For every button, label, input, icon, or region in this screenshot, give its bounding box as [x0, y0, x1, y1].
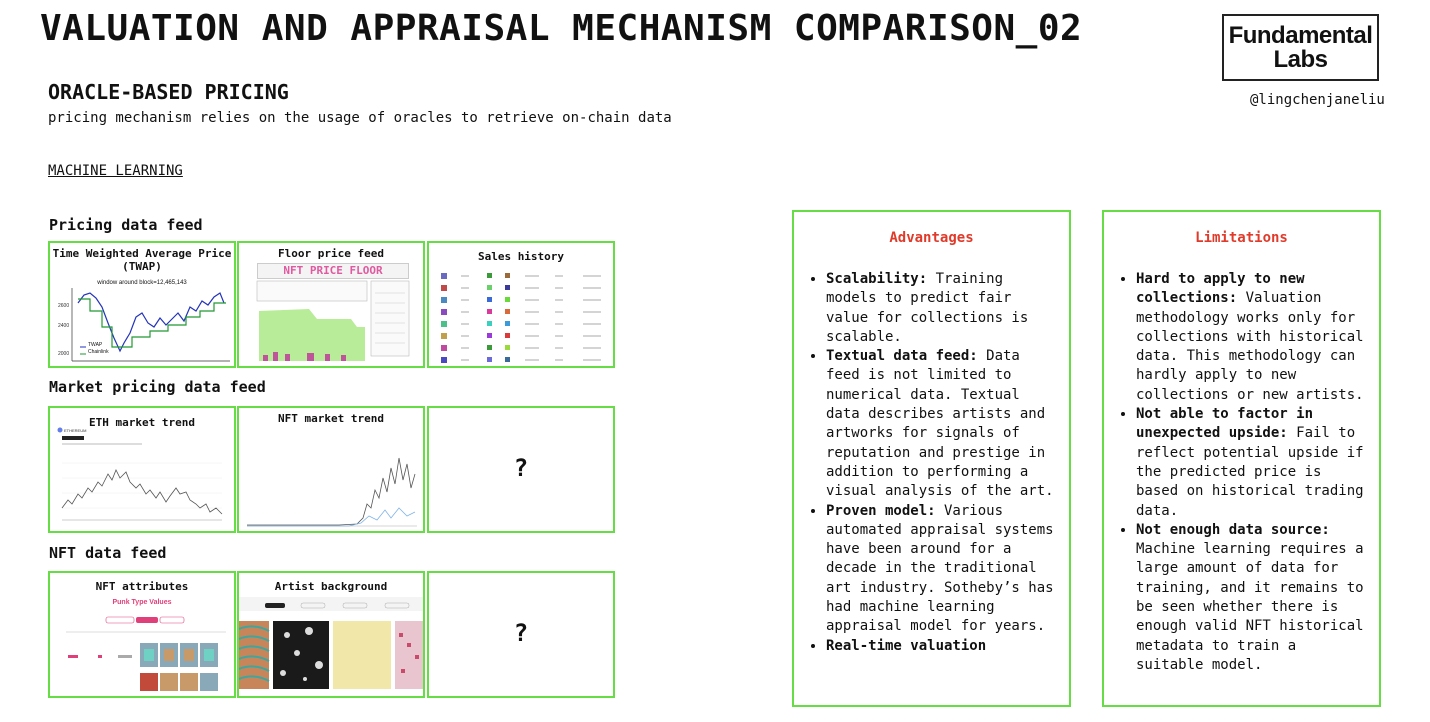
tile-nft-attributes: [48, 571, 236, 698]
tile-artist-background: [237, 571, 425, 698]
nft-market-chart-image: [239, 408, 425, 533]
tile-title: NFT attributes: [95, 580, 189, 593]
fundamental-labs-logo: [1222, 14, 1379, 81]
tile-title: Time Weighted Average Price (TWAP): [52, 247, 232, 273]
eth-price-chart-image: [50, 408, 236, 533]
twap-caption: window around block=12,465,143: [97, 280, 187, 286]
tile-placeholder-market: [427, 406, 615, 533]
tile-eth-market-trend: [48, 406, 236, 533]
feed-label-market: Market pricing data feed: [49, 378, 266, 396]
author-handle: @lingchenjaneliu: [1250, 92, 1385, 108]
tile-title: Artist background: [274, 580, 388, 593]
advantages-list: [812, 270, 1055, 656]
list-item: • Scalability: Training models to predict fair value for collections is scalable.: [826, 270, 1055, 347]
twap-chart-image: [50, 243, 236, 368]
feed-label-nft: NFT data feed: [49, 544, 167, 562]
feed-label-pricing: Pricing data feed: [49, 216, 203, 234]
tile-title: Floor price feed: [278, 247, 384, 260]
eth-caption: ETHEREUM: [64, 428, 87, 433]
list-item: • Proven model: Various automated appraisal systems have been around for a decade in the traditional art industry. Sotheby’s has had machine learning appraisal model for years.: [826, 502, 1055, 637]
punk-type-caption: Punk Type Values: [112, 599, 172, 606]
artist-gallery-image: [239, 573, 425, 698]
twap-legend-2: Chainlink: [88, 349, 109, 355]
tile-twap: [48, 241, 236, 368]
svg-text:2400: 2400: [58, 323, 70, 329]
limitations-title: Limitations: [1195, 230, 1288, 246]
tile-title: ETH market trend: [89, 416, 195, 429]
floor-price-dashboard-image: [239, 243, 425, 368]
advantages-panel: [792, 210, 1071, 707]
sales-history-table-image: [429, 243, 615, 368]
section-title: ORACLE-BASED PRICING: [48, 80, 289, 104]
twap-legend-1: TWAP: [88, 342, 103, 348]
method-heading: MACHINE LEARNING: [48, 163, 183, 179]
page-title: VALUATION AND APPRAISAL MECHANISM COMPARISON_02: [40, 8, 1083, 49]
list-item: • Textual data feed: Data feed is not limited to numerical data. Textual data describes artists and artworks for signals of reputation and prestige in addition to performing a visual analysis of the art.: [826, 347, 1055, 501]
tile-sales-history: [427, 241, 615, 368]
tile-nft-market-trend: [237, 406, 425, 533]
advantages-title: Advantages: [889, 230, 974, 246]
svg-text:2000: 2000: [58, 351, 70, 357]
svg-text:2600: 2600: [58, 303, 70, 309]
list-item: • Real-time valuation: [826, 637, 1055, 656]
limitations-panel: [1102, 210, 1381, 707]
logo-line-1: Fundamental: [1228, 21, 1373, 49]
limitations-list: [1122, 270, 1365, 675]
tile-title: Sales history: [477, 250, 565, 263]
tile-title: NFT market trend: [278, 412, 384, 425]
tile-placeholder-nft: [427, 571, 615, 698]
section-subtitle: pricing mechanism relies on the usage of oracles to retrieve on-chain data: [48, 110, 672, 126]
tile-floor-price: [237, 241, 425, 368]
list-item: • Hard to apply to new collections: Valuation methodology works only for collections with historical data. This methodology can hardly apply to new collections or new artists.: [1136, 270, 1365, 405]
question-mark: ?: [513, 454, 529, 482]
list-item: • Not able to factor in unexpected upside: Fail to reflect potential upside if the predicted price is based on historical trading data.: [1136, 405, 1365, 521]
nft-attributes-image: [50, 573, 236, 698]
list-item: • Not enough data source: Machine learning requires a large amount of data for training, and it remains to be seen whether there is enough valid NFT historical metadata to train a suitable model.: [1136, 521, 1365, 675]
logo-line-2: Labs: [1273, 45, 1328, 73]
floor-price-banner: NFT PRICE FLOOR: [257, 263, 409, 279]
question-mark: ?: [513, 619, 529, 647]
